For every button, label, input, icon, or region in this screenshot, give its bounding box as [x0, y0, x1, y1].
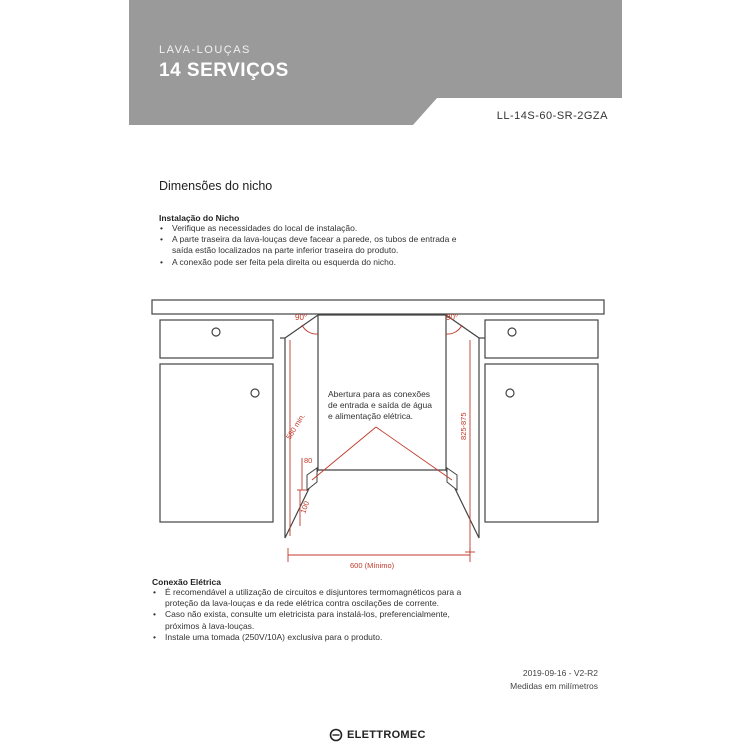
callout-line-2: de entrada e saída de água	[328, 400, 432, 410]
electrical-block	[152, 577, 482, 643]
list-item: • Verifique as necessidades do local de instalação.	[159, 223, 459, 234]
installation-list	[159, 223, 459, 268]
list-item: • A conexão pode ser feita pela direita ou esquerda do nicho.	[159, 257, 459, 268]
dim-80-label: 80	[304, 456, 313, 465]
height-label: 825-875	[459, 412, 468, 440]
connection-openings	[307, 468, 457, 490]
units-note: Medidas em milímetros	[510, 681, 598, 691]
electrical-list	[152, 587, 482, 643]
list-item: • A parte traseira da lava-louças deve facear a parede, os tubos de entrada e saída estão localizados na parte inferior traseira do produto.	[159, 234, 459, 256]
dimension-lines	[288, 325, 475, 562]
angle-right-label: 90°	[446, 313, 459, 322]
depth-label: 580 min.	[284, 411, 307, 442]
list-item: • Caso não exista, consulte um eletricista para instalá-los, preferencialmente, próximos à lava-louças.	[152, 609, 482, 631]
brand-name: ELETTROMEC	[347, 729, 426, 741]
installation-block	[159, 213, 459, 268]
section-title: Dimensões do nicho	[159, 179, 273, 193]
right-drawer	[485, 320, 598, 358]
left-cabinet-door	[160, 364, 273, 522]
left-drawer	[160, 320, 273, 358]
brand-logo-icon	[329, 728, 343, 742]
callout-line-1: Abertura para as conexões	[328, 389, 431, 399]
version-text: 2019-09-16 - V2-R2	[522, 668, 598, 678]
niche-diagram	[140, 290, 610, 575]
right-cabinet-door	[485, 364, 598, 522]
countertop	[152, 300, 604, 314]
installation-heading: Instalação do Nicho	[159, 213, 240, 223]
niche-walls	[280, 315, 485, 538]
product-title: 14 SERVIÇOS	[159, 60, 289, 81]
knob-icon	[251, 389, 259, 397]
product-category: LAVA-LOUÇAS	[159, 44, 251, 56]
callout-line-3: e alimentação elétrica.	[328, 411, 414, 421]
knob-icon	[508, 328, 516, 336]
dim-100-label: 100	[298, 499, 312, 515]
knob-icon	[212, 328, 220, 336]
list-item: • É recomendável a utilização de circuitos e disjuntores termomagnéticos para a proteção da lava-louças e da rede elétrica contra oscilações de corrente.	[152, 587, 482, 609]
angle-left-label: 90°	[295, 313, 308, 322]
electrical-heading: Conexão Elétrica	[152, 577, 221, 587]
header-banner	[129, 0, 622, 125]
knob-icon	[506, 389, 514, 397]
brand-logo	[329, 728, 426, 742]
model-code: LL-14S-60-SR-2GZA	[496, 110, 608, 122]
width-label: 600 (Mínimo)	[350, 561, 395, 570]
list-item: • Instale uma tomada (250V/10A) exclusiva para o produto.	[152, 632, 482, 643]
